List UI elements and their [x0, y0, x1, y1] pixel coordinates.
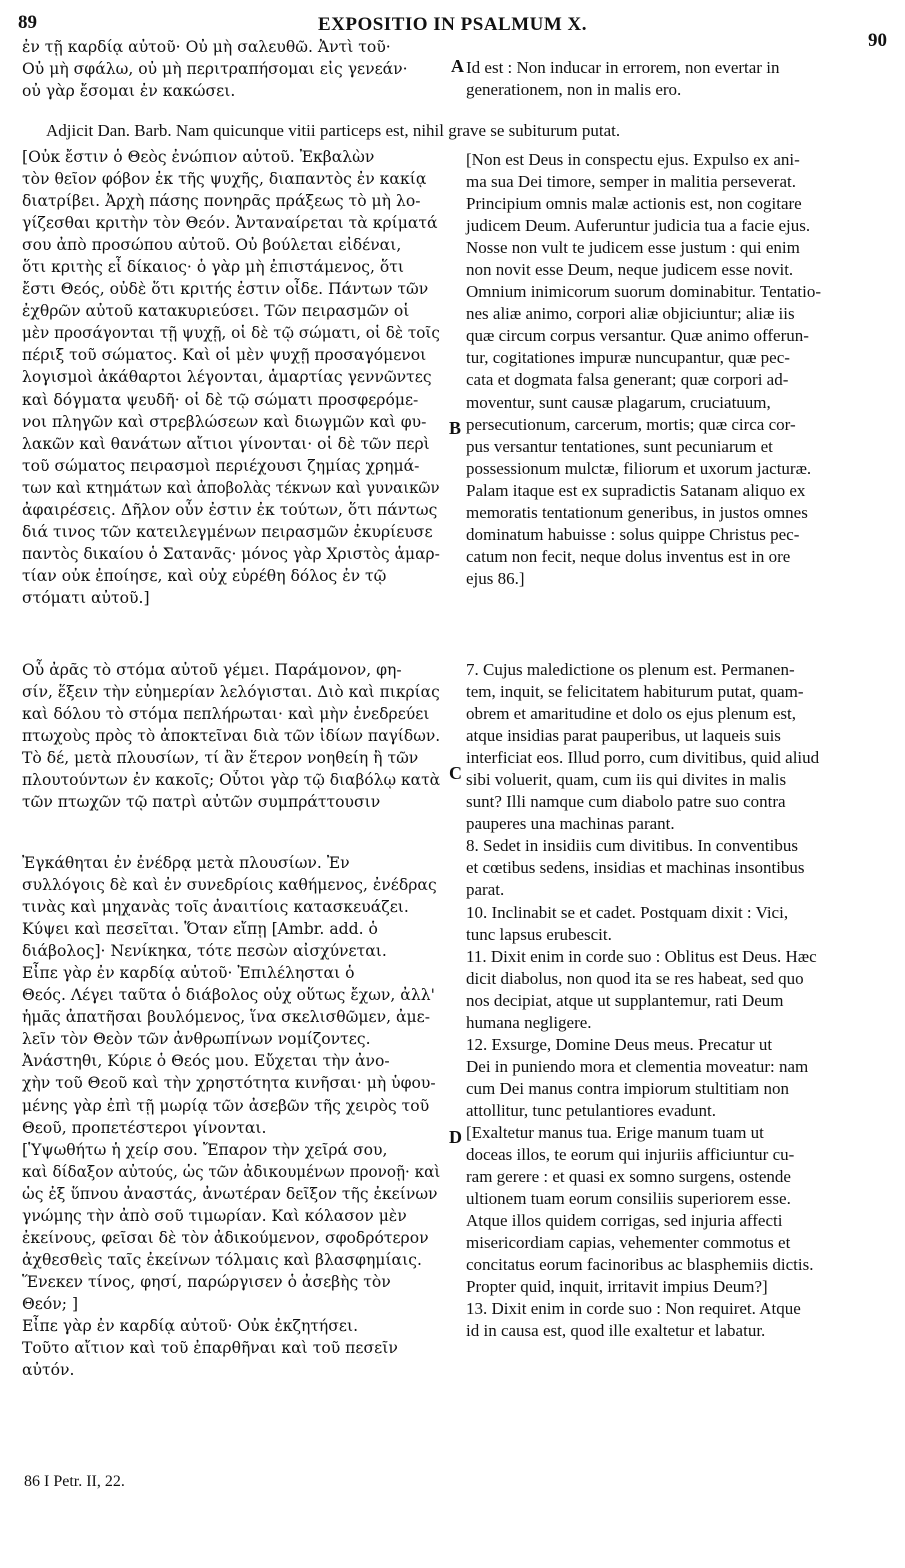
text-line: συλλόγοις δὲ καὶ ἐν συνεδρίοις καθήμενος, ἐνέδρας — [22, 876, 437, 895]
text-line: Ἐγκάθηται ἐν ἐνέδρᾳ μετὰ πλουσίων. Ἐν — [22, 854, 350, 872]
text-line: attollitur, tunc petulantiores evadunt. — [466, 1100, 717, 1120]
greek-top — [22, 36, 440, 102]
text-line: διατρίβει. Ἀρχὴ πάσης πονηρᾶς πράξεως τὸ μὴ λο- — [22, 192, 421, 211]
greek-block-1 — [22, 146, 440, 609]
page-number-right: 90 — [868, 30, 887, 51]
text-line: Ἕνεκεν τίνος, φησί, παρώργισεν ὁ ἀσεβὴς τὸν — [22, 1272, 391, 1291]
latin-block-2 — [466, 659, 886, 1342]
text-line: μένης γὰρ ἐπὶ τῇ μωρίᾳ τῶν ἀσεβῶν τῆς χειρὸς τοῦ — [22, 1096, 430, 1115]
text-line: quæ circum corpus versantur. Quæ animo offerun- — [466, 326, 809, 346]
text-line: persecutionum, carcerum, mortis; quæ circa cor- — [466, 414, 796, 434]
margin-letter-a: A — [451, 56, 464, 76]
text-line: τὸν θεῖον φόβον ἐκ τῆς ψυχῆς, διαπαντὸς ἐν κακίᾳ — [22, 170, 427, 189]
text-line: 10. Inclinabit se et cadet. Postquam dixit : Vici, — [466, 902, 789, 922]
text-line: τοῦ σώματος πειρασμοὶ περιέχουσι ζημίας χρημά- — [22, 456, 420, 475]
text-line: misericordiam capias, vehementer commotus et — [466, 1233, 791, 1253]
text-line: tur, cogitationes impuræ nuncupantur, quæ pec- — [466, 348, 790, 368]
text-line: non novit esse Deum, neque judicem esse novit. — [466, 260, 794, 280]
text-line: καὶ δόγματα ψευδῆ· οἱ δὲ τῷ σώματι προσφερόμε- — [22, 390, 419, 409]
text-line: Θεός. Λέγει ταῦτα ὁ διάβολος οὐχ οὕτως ἔχων, ἀλλ' — [22, 986, 435, 1005]
text-line: Τὸ δέ, μετὰ πλουσίων, τί ἂν ἕτερον νοηθείη ἢ τῶν — [22, 749, 419, 768]
text-line: possessionum mulctæ, filiorum et uxorum jacturæ. — [466, 458, 812, 478]
page-title: EXPOSITIO IN PSALMUM X. — [317, 14, 588, 35]
text-line: Omnium inimicorum suorum dominabitur. Tentatio- — [466, 282, 821, 302]
text-line: [Οὐκ ἔστιν ὁ Θεὸς ἐνώπιον αὐτοῦ. Ἐκβαλὼν — [22, 148, 375, 166]
text-line: Θεοῦ, προπετέστεροι γίνονται. — [22, 1118, 267, 1137]
text-line: ejus 86.] — [466, 568, 525, 588]
text-line: sunt? Illi namque cum diabolo patre suo contra — [466, 792, 786, 812]
text-line: Κύψει καὶ πεσεῖται. Ὅταν εἴπῃ [Ambr. add. ὁ — [22, 920, 378, 939]
text-line: διά τινος τῶν κατειλεγμένων πειρασμῶν ἐκυρίευσε — [22, 522, 433, 541]
text-line: pauperes una machinas parant. — [466, 814, 675, 834]
text-line: τινὰς καὶ μηχανὰς τοῖς ἀναιτίοις κατασκευάζει. — [22, 898, 409, 917]
margin-letter-d: D — [449, 1127, 462, 1147]
text-line: στόματι αὐτοῦ.] — [22, 588, 150, 607]
text-line: ὡς ἐξ ὕπνου ἀναστάς, ἀνωτέραν δεῖξον τῆς ἐκείνων — [22, 1184, 438, 1203]
text-line: Τοῦτο αἴτιον καὶ τοῦ ἐπαρθῆναι καὶ τοῦ πεσεῖν — [22, 1339, 398, 1358]
text-line: concitatus eorum facinoribus ac blasphemiis dictis. — [466, 1255, 814, 1275]
text-line: pus versantur tentationes, sunt pecuniarum et — [466, 436, 773, 456]
margin-letter-c: C — [449, 763, 462, 783]
latin-top — [466, 57, 886, 101]
text-line: Οὐ μὴ σφάλω, οὐ μὴ περιτραπήσομαι εἰς γενεάν· — [22, 60, 408, 79]
text-line: nos decipiat, atque ut supplantemur, rati Deum — [466, 990, 784, 1010]
full-width-line: Adjicit Dan. Barb. Nam quicunque vitii particeps est, nihil grave se subiturum putat. — [46, 121, 621, 140]
text-line: τῶν πτωχῶν τῷ πατρὶ αὐτῶν συμπράττουσιν — [22, 793, 381, 812]
text-line: λακῶν καὶ θανάτων αἴτιοι γίνονται· οἱ δὲ τῶν περὶ — [22, 434, 430, 453]
text-line: μὲν προσάγονται τῇ ψυχῇ, οἱ δὲ τῷ σώματι, οἱ δὲ τοῖς — [22, 324, 440, 343]
text-line: πέριξ τοῦ σώματος. Καὶ οἱ μὲν ψυχῇ προσαγόμενοι — [22, 346, 427, 365]
footnote: 86 I Petr. II, 22. — [24, 1473, 125, 1490]
text-line: cata et dogmata falsa generant; quæ corpori ad- — [466, 370, 789, 390]
text-line: ἡμᾶς ἀπατῆσαι βουλόμενος, ἵνα σκελισθῶμεν, ἀμε- — [22, 1008, 431, 1027]
text-line: et cœtibus sedens, insidias et machinas insontibus — [466, 858, 805, 878]
margin-letter-b: B — [449, 418, 462, 438]
text-line: moventur, sunt causæ plagarum, cruciatuum, — [466, 392, 771, 412]
text-line: generationem, non in malis ero. — [466, 80, 682, 100]
text-line: διάβολος]· Νενίκηκα, τότε πεσὼν αἰσχύνεται. — [22, 942, 387, 961]
text-line: nes aliæ animo, corpori aliæ objiciuntur; aliæ iis — [466, 304, 795, 324]
text-line: Nosse non vult te judicem esse justum : qui enim — [466, 238, 800, 258]
text-line: doceas illos, te eorum qui injuriis afficiuntur cu- — [466, 1145, 795, 1165]
text-line: νοι πληγῶν καὶ στρεβλώσεων καὶ διωγμῶν καὶ φυ- — [22, 412, 427, 431]
greek-block-3 — [22, 852, 440, 1381]
text-line: Εἶπε γὰρ ἐν καρδίᾳ αὐτοῦ· Οὐκ ἐκζητήσει. — [22, 1316, 359, 1335]
text-line: Εἶπε γὰρ ἐν καρδίᾳ αὐτοῦ· Ἐπιλέλησται ὁ — [22, 964, 355, 983]
page-number-left: 89 — [18, 12, 37, 33]
text-line: ἀχθεσθεὶς ταῖς ἐκείνων τόλμαις καὶ βλασφημίαις. — [22, 1250, 422, 1269]
text-line: cum Dei manus contra impiorum stultitiam non — [466, 1078, 789, 1098]
text-line: πλουτούντων ἐν κακοῖς; Οὗτοι γὰρ τῷ διαβόλῳ κατὰ — [22, 771, 441, 790]
text-line: 12. Exsurge, Domine Deus meus. Precatur ut — [466, 1034, 773, 1054]
text-line: Principium omnis malæ actionis est, non cogitare — [466, 194, 802, 214]
text-line: dominatum habuisse : solus quippe Christus pec- — [466, 524, 800, 544]
text-line: atque insidias parat pauperibus, ut laqueis suis — [466, 726, 781, 746]
text-line: parat. — [466, 880, 505, 900]
text-line: αὐτόν. — [22, 1361, 75, 1380]
text-line: id in causa est, quod ille exaltetur et labatur. — [466, 1321, 766, 1341]
text-line: σίν, ἕξειν τὴν εὐημερίαν λελόγισται. Διὸ καὶ πικρίας — [22, 683, 440, 702]
text-line: πτωχοὺς πρὸς τὸ ἀποκτεῖναι διὰ τῶν ἰδίων παγίδων. — [22, 727, 441, 746]
text-line: σου ἀπὸ προσώπου αὐτοῦ. Οὐ βούλεται εἰδέναι, — [22, 236, 402, 255]
text-line: λεῖν τὸν Θεὸν τῶν ἀνθρωπίνων νομίζοντες. — [22, 1030, 371, 1049]
text-line: Οὗ ἀρᾶς τὸ στόμα αὐτοῦ γέμει. Παράμονον, φη- — [22, 661, 402, 679]
text-line: καὶ δόλου τὸ στόμα πεπλήρωται· καὶ μὴν ἐνεδρεύει — [22, 705, 430, 724]
text-line: Id est : Non inducar in errorem, non evertar in — [466, 58, 780, 77]
text-line: [Exaltetur manus tua. Erige manum tuam ut — [466, 1122, 764, 1142]
text-line: παντὸς δικαίου ὁ Σατανᾶς· μόνος γὰρ Χριστὸς ἁμαρ- — [22, 544, 440, 563]
text-line: catum non fecit, neque dolus inventus est in ore — [466, 546, 791, 566]
text-line: judicem Deum. Auferuntur judicia tua a facie ejus. — [466, 216, 811, 236]
text-line: 8. Sedet in insidiis cum divitibus. In conventibus — [466, 836, 798, 856]
text-line: obrem et amaritudine et dolo os ejus plenum est, — [466, 704, 797, 724]
text-line: γίζεσθαι κριτὴν τὸν Θεόν. Ἀνταναίρεται τὰ κρίματά — [22, 214, 438, 233]
text-line: ultionem tuam eorum consiliis superiorem esse. — [466, 1189, 791, 1209]
text-line: Dei in puniendo mora et clementia moveatur: nam — [466, 1056, 809, 1076]
text-line: Atque illos quidem corrigas, sed injuria affecti — [466, 1211, 783, 1231]
text-line: [Non est Deus in conspectu ejus. Expulso ex ani- — [466, 150, 800, 169]
text-line: ὅτι κριτὴς εἶ δίκαιος· ὁ γὰρ μὴ ἐπιστάμενος, ὅτι — [22, 258, 404, 277]
text-line: dicit diabolus, non quod ita se res habeat, sed quo — [466, 968, 804, 988]
text-line: γνώμης τὴν ἀπὸ σοῦ τιμωρίαν. Καὶ κόλασον μὲν — [22, 1206, 407, 1225]
text-line: ἔστι Θεός, οὐδὲ ὅτι κριτής ἐστιν οἶδε. Πάντων τῶν — [22, 280, 429, 299]
text-line: 11. Dixit enim in corde suo : Oblitus est Deus. Hæc — [466, 946, 817, 966]
text-line: [Ὑψωθήτω ἡ χείρ σου. Ἔπαρον τὴν χεῖρά σου, — [22, 1140, 388, 1159]
text-line: memoratis tentationum generibus, in justos omnes — [466, 502, 808, 522]
text-line: 7. Cujus maledictione os plenum est. Permanen- — [466, 660, 795, 679]
text-line: ma sua Dei timore, semper in malitia perseverat. — [466, 172, 796, 192]
text-line: tem, inquit, se felicitatem habiturum putat, quam- — [466, 682, 804, 702]
text-line: tunc lapsus erubescit. — [466, 924, 612, 944]
text-line: sibi voluerit, quam, cum iis qui divites in malis — [466, 770, 787, 790]
text-line: οὐ γὰρ ἔσομαι ἐν κακώσει. — [22, 82, 236, 101]
text-line: καὶ δίδαξον αὐτούς, ὡς τῶν ἀδικουμένων προνοῇ· καὶ — [22, 1162, 441, 1181]
text-line: Ἀνάστηθι, Κύριε ὁ Θεός μου. Εὔχεται τὴν ἀνο- — [22, 1052, 390, 1071]
latin-block-1 — [466, 149, 886, 590]
text-line: Θεόν; ] — [22, 1294, 79, 1313]
text-line: Propter quid, inquit, irritavit impius Deum?] — [466, 1277, 768, 1297]
text-line: Palam itaque est ex supradictis Satanam aliquo ex — [466, 480, 806, 500]
text-line: τίαν οὐκ ἐποίησε, καὶ οὐχ εὑρέθη δόλος ἐν τῷ — [22, 566, 387, 585]
text-line: interficiat eos. Illud porro, cum divitibus, quid aliud — [466, 748, 820, 768]
text-line: λογισμοὶ ἀκάθαρτοι λέγονται, ἁμαρτίας γεννῶντες — [22, 368, 432, 387]
text-line: 13. Dixit enim in corde suo : Non requiret. Atque — [466, 1299, 801, 1319]
text-line: των καὶ κτημάτων καὶ ἀποβολὰς τέκνων καὶ γυναικῶν — [22, 478, 440, 497]
text-line: ἐν τῇ καρδίᾳ αὐτοῦ· Οὐ μὴ σαλευθῶ. Ἀντὶ τοῦ· — [22, 38, 391, 56]
greek-block-2 — [22, 659, 440, 813]
text-line: ram gerere : et quasi ex somno surgens, ostende — [466, 1167, 791, 1187]
text-line: ἐκείνους, φεῖσαι δὲ τὸν ἀδικούμενον, σφοδρότερον — [22, 1228, 429, 1247]
text-line: humana negligere. — [466, 1012, 592, 1032]
text-line: ἐχθρῶν αὐτοῦ κατακυριεύσει. Τῶν πειρασμῶν οἱ — [22, 302, 410, 321]
text-line: ἀφαιρέσεις. Δῆλον οὖν ἐστιν ἐκ τούτων, ὅτι πάντως — [22, 500, 438, 519]
text-line: χὴν τοῦ Θεοῦ καὶ τὴν χρηστότητα κινῆσαι· μὴ ὑφου- — [22, 1074, 436, 1093]
